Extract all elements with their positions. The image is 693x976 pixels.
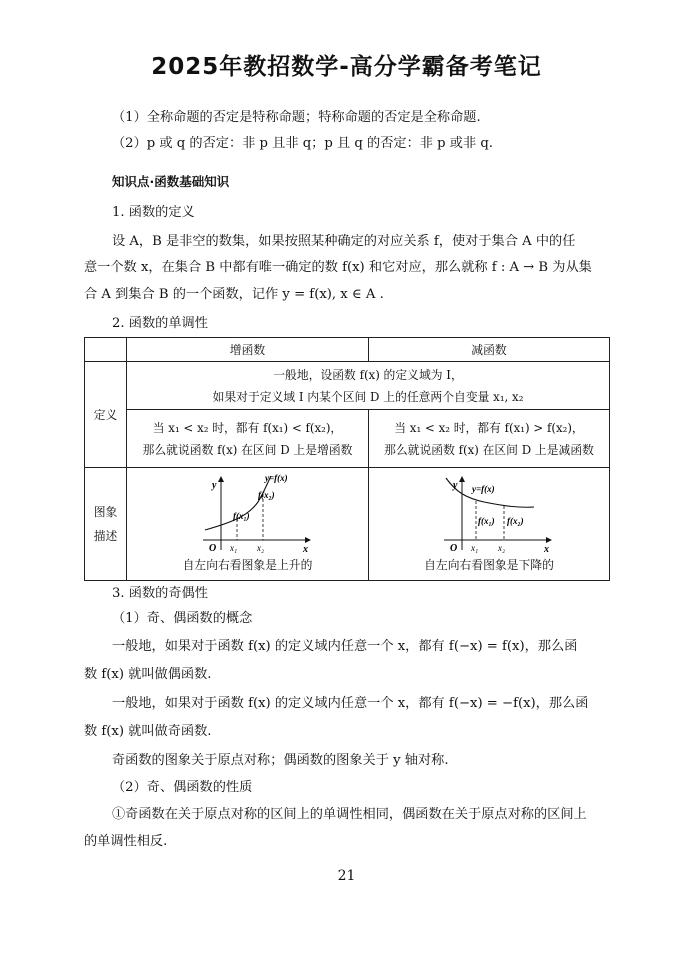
row-label-definition: 定义 (85, 362, 127, 468)
odd-definition-line-2: 数 f(x) 就叫做奇函数. (84, 724, 212, 739)
function-label: y=f(x) (264, 473, 288, 483)
increasing-graph-cell (127, 468, 369, 581)
page-title: 2025年教招数学-高分学霸备考笔记 (151, 54, 542, 80)
fx2-label: f(x₂) (507, 516, 524, 526)
increasing-conclusion: 那么就说函数 f(x) 在区间 D 上是增函数 (142, 442, 353, 457)
decreasing-definition-cell (369, 410, 610, 468)
section-heading: 知识点·函数基础知识 (112, 174, 230, 189)
x2-label: x₂ (256, 543, 264, 553)
definition-common-line-1: 一般地，设函数 f(x) 的定义域为 I， (273, 367, 463, 382)
fx1-label: f(x₁) (478, 516, 495, 526)
definition-common-cell (127, 362, 610, 410)
definition-paragraph-line-2: 意一个数 x，在集合 B 中都有唯一确定的数 f(x) 和它对应，那么就称 f : A → B 为从集 (84, 260, 592, 275)
even-definition-line-2: 数 f(x) 就叫做偶函数. (84, 667, 212, 682)
definition-paragraph-line-3: 合 A 到集合 B 的一个函数，记作 y = f(x), x ∈ A . (84, 287, 384, 302)
symmetry-statement: 奇函数的图象关于原点对称；偶函数的图象关于 y 轴对称. (112, 753, 449, 768)
x1-label: x₁ (471, 543, 479, 553)
increasing-graph-figure (173, 472, 323, 554)
header-increasing: 增函数 (127, 338, 369, 362)
decreasing-graph-figure (414, 472, 564, 554)
property-line-1: ①奇函数在关于原点对称的区间上的单调性相同，偶函数在关于原点对称的区间上 (112, 807, 587, 822)
fx2-label: f(x₂) (257, 490, 275, 500)
row-label-graph (85, 468, 127, 581)
definition-paragraph-line-1: 设 A，B 是非空的数集，如果按照某种确定的对应关系 f，使对于集合 A 中的任 (112, 234, 576, 249)
definition-common-line-2: 如果对于定义域 I 内某个区间 D 上的任意两个自变量 x₁, x₂ (212, 389, 524, 404)
heading-monotonicity: 2. 函数的单调性 (112, 316, 208, 331)
y-axis-label: y (211, 480, 216, 491)
x-axis-arrow (305, 537, 311, 543)
function-label: y=f(x) (472, 484, 495, 494)
header-decreasing: 减函数 (369, 338, 610, 362)
monotonicity-table (84, 337, 609, 580)
origin-label: O (450, 543, 458, 554)
odd-definition-line-1: 一般地，如果对于函数 f(x) 的定义域内任意一个 x，都有 f(−x) = −f(x)，那么函 (112, 696, 589, 711)
decreasing-caption: 自左向右看图象是下降的 (424, 558, 554, 572)
increasing-caption: 自左向右看图象是上升的 (182, 558, 313, 572)
negation-rule-2: （2）p 或 q 的否定：非 p 且非 q；p 且 q 的否定：非 p 或非 q. (112, 136, 493, 151)
x-axis-label: x (302, 544, 308, 554)
subheading-parity-concept: （1）奇、偶函数的概念 (112, 611, 253, 626)
decreasing-condition: 当 x₁ < x₂ 时，都有 f(x₁) > f(x₂)， (394, 420, 584, 435)
y-axis-arrow (218, 476, 224, 482)
table-corner-cell (85, 338, 127, 362)
x-axis-label: x (544, 544, 549, 554)
even-definition-line-1: 一般地，如果对于函数 f(x) 的定义域内任意一个 x，都有 f(−x) = f(x)，那么函 (112, 639, 578, 654)
row-label-graph-line-1: 图象 (93, 505, 118, 519)
x-axis-arrow (546, 537, 552, 543)
negation-rule-1: （1）全称命题的否定是特称命题；特称命题的否定是全称命题. (112, 110, 481, 125)
heading-parity: 3. 函数的奇偶性 (112, 586, 208, 601)
property-line-2: 的单调性相反. (84, 834, 168, 849)
increasing-condition: 当 x₁ < x₂ 时，都有 f(x₁) < f(x₂)， (152, 420, 343, 435)
x1-label: x₁ (229, 543, 237, 553)
origin-label: O (208, 543, 216, 554)
page-number: 21 (337, 868, 356, 884)
fx1-label: f(x₁) (232, 511, 250, 521)
x2-label: x₂ (498, 543, 506, 553)
y-axis-label: y (453, 480, 458, 491)
subheading-parity-properties: （2）奇、偶函数的性质 (112, 780, 253, 795)
row-label-graph-line-2: 描述 (93, 529, 118, 543)
decreasing-conclusion: 那么就说函数 f(x) 在区间 D 上是减函数 (384, 442, 594, 457)
heading-function-definition: 1. 函数的定义 (112, 205, 195, 220)
increasing-definition-cell (127, 410, 369, 468)
y-axis-arrow (459, 476, 465, 482)
decreasing-graph-cell (369, 468, 610, 581)
